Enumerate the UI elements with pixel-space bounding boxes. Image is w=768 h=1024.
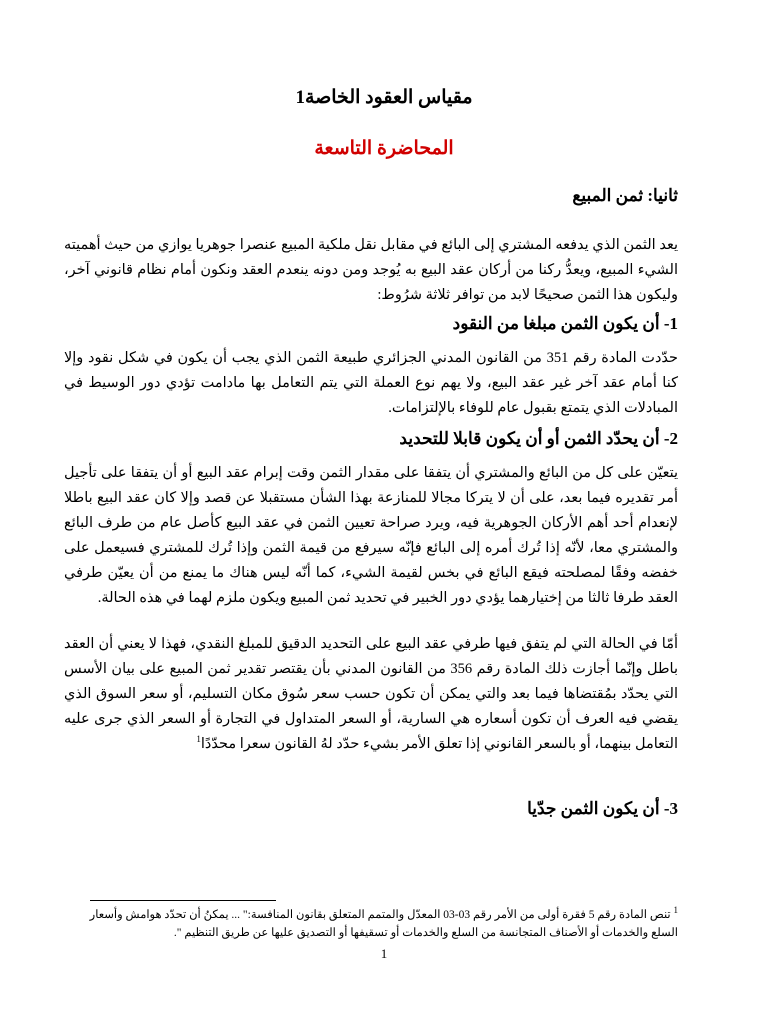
condition-3-heading: 3- أن يكون الثمن جدّيا xyxy=(527,799,678,818)
footnote xyxy=(68,906,678,942)
intro-paragraph: يعد الثمن الذي يدفعه المشتري إلى البائع في مقابل نقل ملكية المبيع عنصرا جوهريا يوازي من حيث أهميته الشيء المبيع، ويعدُّ ركنا من أركان عقد البيع به يُوجد ومن دونه ينعدم العقد ونكون أمام نظام قانوني آخر، وليكون هذا الثمن صحيحًا لابد من توافر ثلاثة شرُوط: xyxy=(64,237,678,303)
condition-1-heading: 1- أن يكون الثمن مبلغا من النقود xyxy=(452,314,678,333)
condition-2-paragraph-1: يتعيّن على كل من البائع والمشتري أن يتفقا على مقدار الثمن وقت إبرام عقد البيع أو أن يتفقا على تأجيل أمر تقديره فيما بعد، على أن لا يتركا مجالا للمنازعة بهذا الشأن مستقبلا عن قصد وإلا كان عقد البيع باطلا لإنعدام أحد أهم الأركان الجوهرية فيه، ويرد صراحة تعيين الثمن في عقد البيع كأصل عام من طرف البائع والمشتري معا، لأنّه إذا تُرك أمره إلى البائع فإنّه سيرفع من قيمة الثمن وإذا تُرك للمشتري فسيعمل على خفضه وفقًا لمصلحته فيقع البائع في بخس لقيمة الشيء، كما أنّه ليس هناك ما يمنع من أن يعيّن طرفي العقد طرفا ثالثا من إختيارهما يؤدي دور الخبير في تحديد ثمن المبيع ويكون ملزم لهما في هذه الحالة. xyxy=(64,465,678,606)
footnote-number: 1 xyxy=(673,905,678,916)
condition-2-heading: 2- أن يحدّد الثمن أو أن يكون قابلا للتحديد xyxy=(399,429,678,448)
section-heading: ثانيا: ثمن المبيع xyxy=(572,186,678,205)
footnote-reference[interactable]: 1 xyxy=(196,734,201,745)
page-number: 1 xyxy=(380,946,388,961)
footnote-separator xyxy=(90,900,276,901)
lecture-title: المحاضرة التاسعة xyxy=(314,138,454,159)
footnote-text: تنص المادة رقم 5 فقرة أولى من الأمر رقم 03-03 المعدّل والمتمم المتعلق بقانون المنافسة:" ... يمكنُ أن تحدّد هوامش وأسعار السلع والخدمات أو الأصناف المتجانسة من السلع والخدمات أو تسقيفها أو التصديق عليها عن طريق التنظيم ". xyxy=(89,909,678,939)
condition-2-paragraph-2-text: أمّا في الحالة التي لم يتفق فيها طرفي عقد البيع على التحديد الدقيق للمبلغ النقدي، فهذا لا يعني أن العقد باطل وإنّما أجازت ذلك المادة رقم 356 من القانون المدني بأن يقتصر تقدير ثمن المبيع على بيان الأسس التي يحدّد بمُقتضاها فيما بعد والتي يمكن أن تكون حسب سعر سُوق مكان التسليم، أو سعر السوق الذي يقضي فيه العرف أن تكون أسعاره هي السارية، أو السعر المتداول في التجارة أو السعر الذي جرى عليه التعامل بينهما، أو بالسعر القانوني إذا تعلق الأمر بشيء حدّد لهُ القانون سعرا محدّدًا xyxy=(64,636,678,752)
condition-2-paragraph-2 xyxy=(64,632,678,757)
document-title: مقياس العقود الخاصة1 xyxy=(295,87,473,108)
condition-1-paragraph: حدّدت المادة رقم 351 من القانون المدني الجزائري طبيعة الثمن الذي يجب أن يكون في شكل نقود وإلا كنا أمام عقد آخر غير عقد البيع، ولا يهم نوع العملة التي يتم التعامل بها مادامت تؤدي دور الوسيط في المبادلات الذي يتمتع بقبول عام للوفاء بالإلتزامات. xyxy=(64,350,678,416)
